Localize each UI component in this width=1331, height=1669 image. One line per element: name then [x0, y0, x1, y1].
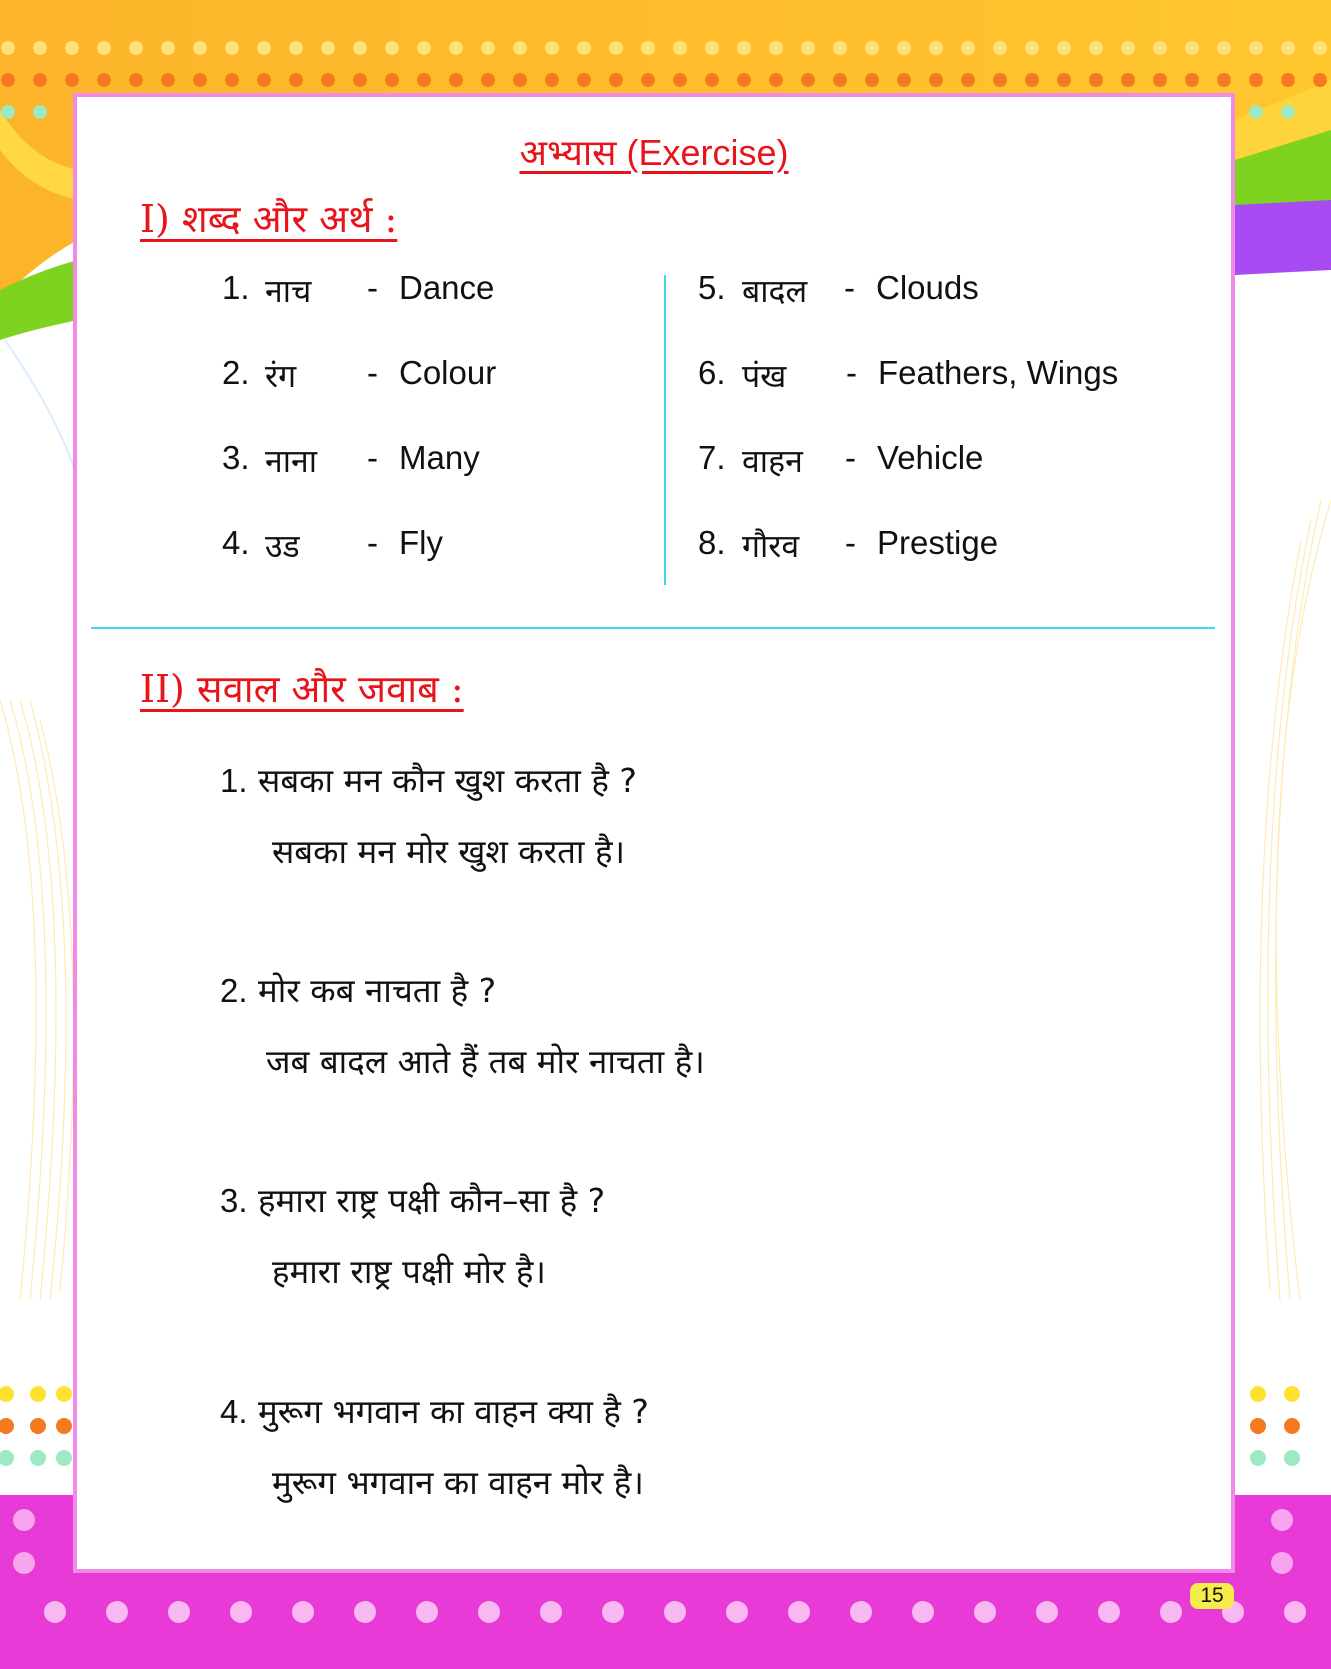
- qa-item: [220, 1388, 649, 1504]
- page-title: अभ्यास (Exercise): [519, 132, 789, 173]
- answer: मुरूग भगवान का वाहन मोर है।: [272, 1463, 644, 1502]
- question: 4. मुरूग भगवान का वाहन क्या है ?: [220, 1392, 649, 1431]
- answer: जब बादल आते हैं तब मोर नाचता है।: [266, 1042, 705, 1081]
- section-heading-word-meaning: I) शब्द और अर्थ :: [140, 197, 398, 241]
- question: 3. हमारा राष्ट्र पक्षी कौन–सा है ?: [220, 1181, 606, 1220]
- qa-item: [220, 757, 637, 873]
- qa-item: [220, 967, 705, 1083]
- answer: सबका मन मोर खुश करता है।: [272, 832, 625, 871]
- exercise-card: अभ्यास (Exercise) I) शब्द और अर्थ : 1. नाच - Dance 2. रंग - Colour 3. नाना - Many 4. उड - Fly 5. बादल - Clouds 6. पंख - Feathers, Wings 7. वाहन - Vehicle 8. गौरव - Prestige II) सवाल और जवाब : 1. सबका मन कौन खुश करता है ? सबका मन मोर खुश करता है। 2. मोर कब नाचता है ? जब बादल आते हैं तब मोर नाचता है। 3. हमारा राष्ट्र पक्षी कौन–सा है ? हमारा राष्ट्र पक्षी मोर है। 4. मुरूग भगवान का वाहन क्या है ? मुरूग भगवान का वाहन मोर है।: [73, 93, 1235, 1573]
- question: 2. मोर कब नाचता है ?: [220, 971, 497, 1010]
- section-heading-question-answer: II) सवाल और जवाब :: [140, 667, 464, 711]
- section-divider: [91, 627, 1215, 629]
- column-divider: [664, 275, 666, 585]
- answer: हमारा राष्ट्र पक्षी मोर है।: [272, 1252, 546, 1291]
- qa-item: [220, 1177, 605, 1293]
- question: 1. सबका मन कौन खुश करता है ?: [220, 761, 637, 800]
- page-number: 15: [1190, 1583, 1234, 1609]
